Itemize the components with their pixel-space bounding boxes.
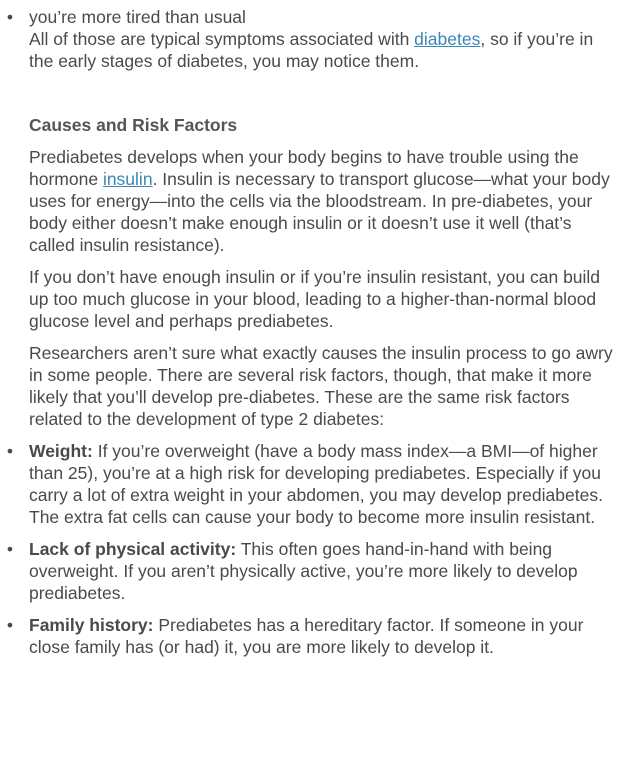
section-heading: Causes and Risk Factors xyxy=(29,115,238,135)
bullet-icon: • xyxy=(6,539,14,559)
insulin-link[interactable]: insulin xyxy=(102,169,153,189)
risk-factor-label: Weight: xyxy=(29,441,93,461)
causes-paragraph-3: Researchers aren’t sure what exactly causes the insulin process to go awry in some people. There are several risk factors, though, that make it more likely that you’ll develop pre-diabetes. These are the same risk factors related to the development of type 2 diabetes: xyxy=(29,343,613,429)
causes-paragraph-2: If you don’t have enough insulin or if you’re insulin resistant, you can build up too much glucose in your blood, leading to a higher-than-normal blood glucose level and perhaps prediabetes. xyxy=(29,267,601,331)
symptom-text: you’re more tired than usual xyxy=(29,7,246,27)
diabetes-link[interactable]: diabetes xyxy=(414,29,481,49)
risk-factor-text: Prediabetes has a hereditary factor. If someone in your close family has (or had) it, you are more likely to develop it. xyxy=(29,615,584,657)
risk-factor-text: If you’re overweight (have a body mass index—a BMI—of higher than 25), you’re at a high risk for developing prediabetes. Especially if you carry a lot of extra weight in your abdomen, you may develop prediabetes. The extra fat cells can cause your body to become more insulin resistant. xyxy=(29,441,603,527)
risk-factor-list xyxy=(6,440,616,658)
list-item xyxy=(6,538,616,604)
causes-paragraph-1: Prediabetes develops when your body begins to have trouble using the hormone insulin. Insulin is necessary to transport glucose—what your body uses for energy—into the cells via the bloodstream. In pre-diabetes, your body either doesn’t make enough insulin or it doesn’t use it well (that’s called insulin resistance). xyxy=(29,147,610,255)
bullet-icon: • xyxy=(6,441,14,461)
risk-factor-label: Lack of physical activity: xyxy=(29,539,237,559)
bullet-icon: • xyxy=(6,7,14,27)
list-item xyxy=(6,440,616,528)
list-item xyxy=(6,614,616,658)
symptom-list xyxy=(6,6,616,28)
list-item xyxy=(6,6,616,28)
bullet-icon: • xyxy=(6,615,14,635)
risk-factor-label: Family history: xyxy=(29,615,154,635)
risk-factor-text: This often goes hand-in-hand with being overweight. If you aren’t physically active, you’re more likely to develop prediabetes. xyxy=(29,539,578,603)
symptoms-summary: All of those are typical symptoms associated with diabetes, so if you’re in the early stages of diabetes, you may notice them. xyxy=(29,29,594,71)
